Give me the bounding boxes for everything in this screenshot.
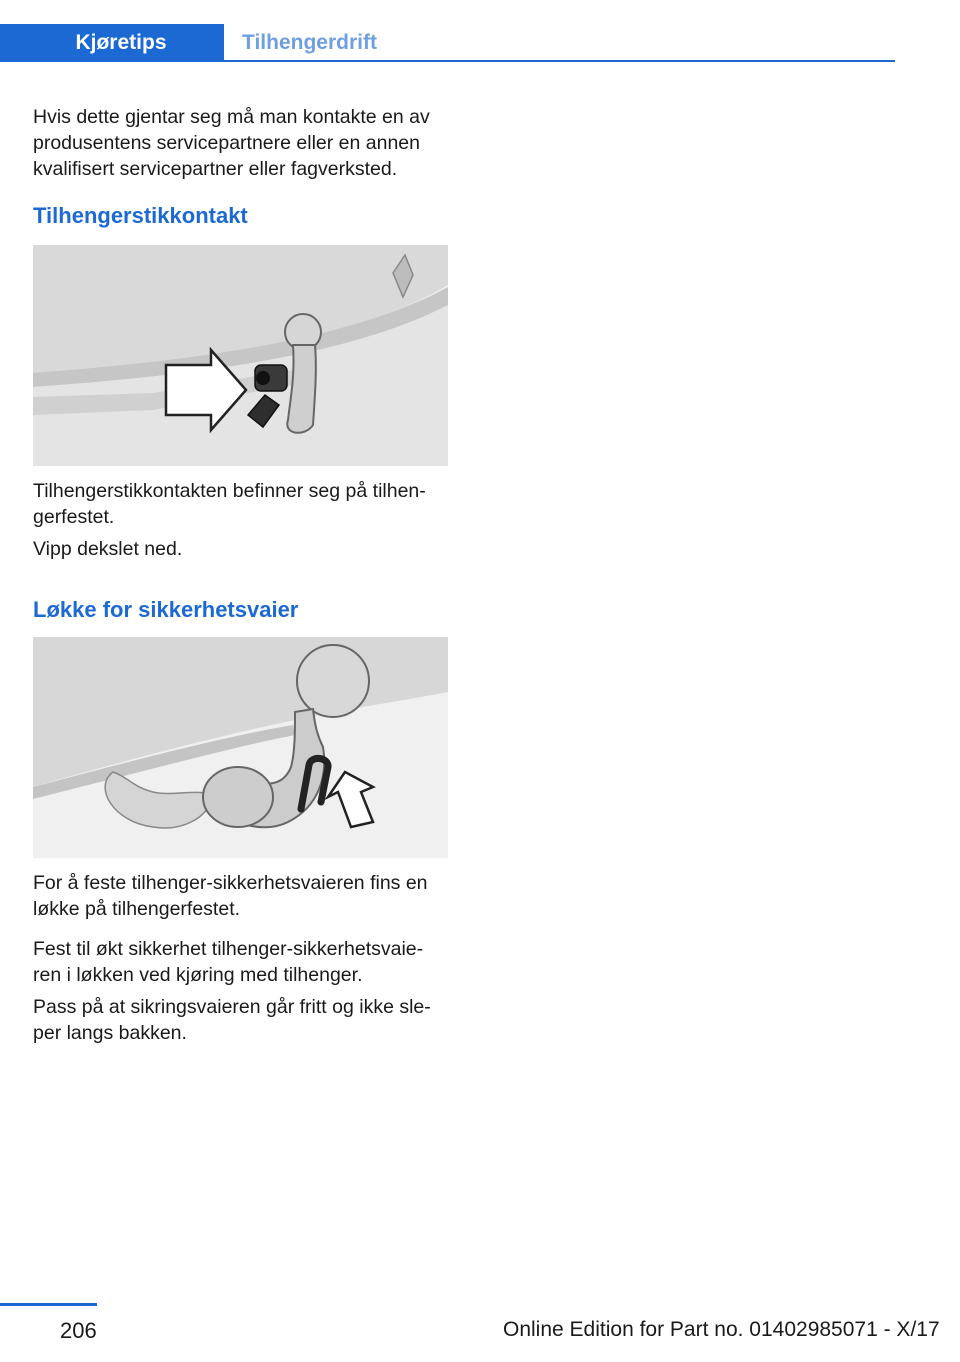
safety-cable-loop-illustration	[33, 637, 448, 858]
text-line: Hvis dette gjentar seg må man kontakte en av	[33, 106, 430, 128]
text-line: per langs bakken.	[33, 1022, 187, 1044]
intro-paragraph	[33, 104, 453, 182]
loop-description-paragraph	[33, 870, 453, 922]
tab-kjoretips[interactable]: Kjøretips	[0, 24, 224, 62]
chapter-tabs	[0, 0, 895, 64]
section-heading-lokke: Løkke for sikkerhetsvaier	[33, 597, 299, 622]
tab-underline	[224, 60, 895, 62]
text-line: produsentens servicepartnere eller en annen	[33, 132, 421, 154]
text-line: Pass på at sikringsvaieren går fritt og ikke sle-	[33, 996, 431, 1018]
section-heading-tilhengerstikkontakt: Tilhengerstikkontakt	[33, 203, 248, 228]
text-line: For å feste tilhenger-sikkerhetsvaieren fins en	[33, 872, 428, 894]
edition-note: Online Edition for Part no. 01402985071 - X/17	[503, 1318, 940, 1341]
text-line: ren i løkken ved kjøring med tilhenger.	[33, 964, 363, 986]
cable-clearance-paragraph	[33, 994, 453, 1046]
footer-accent-line	[0, 1303, 97, 1306]
text-line: kvalifisert servicepartner eller fagverksted.	[33, 158, 398, 180]
tab-tilhengerdrift[interactable]: Tilhengerdrift	[242, 31, 377, 54]
text-line: gerfestet.	[33, 506, 115, 528]
text-line: Fest til økt sikkerhet tilhenger-sikkerhetsvaie-	[33, 938, 424, 960]
text-line: Tilhengerstikkontakten befinner seg på tilhen-	[33, 480, 426, 502]
page-number: 206	[60, 1318, 97, 1343]
flip-cover-paragraph: Vipp dekslet ned.	[33, 538, 183, 560]
attach-cable-paragraph	[33, 936, 453, 988]
text-line: løkke på tilhengerfestet.	[33, 898, 241, 920]
trailer-socket-illustration	[33, 245, 448, 466]
socket-location-paragraph	[33, 478, 453, 530]
